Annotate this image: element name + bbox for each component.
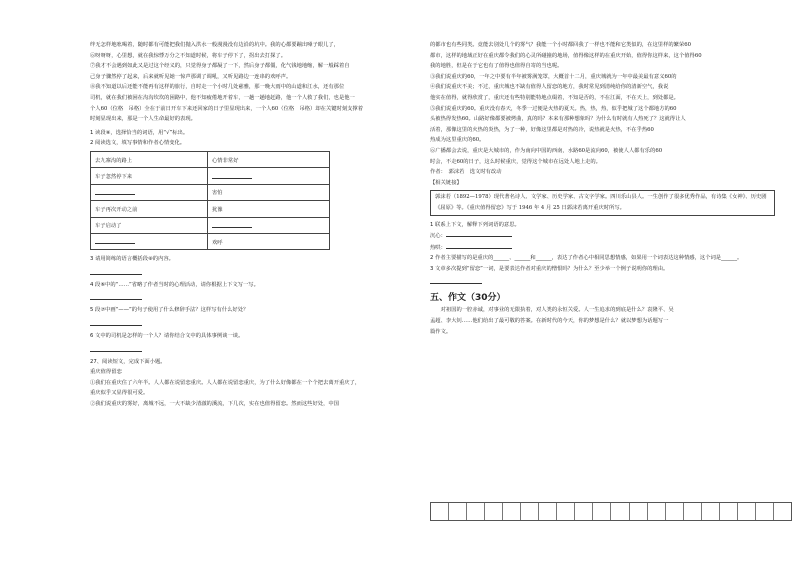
essay-prompt: 对祖国的一腔赤诚，对事业的无限执着，对人类的永恒关爱。人一生追求的到底是什么？袁隆平、吴 — [430, 307, 674, 314]
word-item — [430, 230, 775, 242]
paragraph: ①我们在重庆住了六年半。人人都在说留恋重庆。人人都在说留恋重庆，为了什么好像都在一个个把去离开重庆了， — [90, 379, 361, 386]
grid-cell[interactable] — [557, 503, 575, 520]
grid-cell[interactable] — [738, 503, 756, 520]
grid-cell[interactable] — [521, 503, 539, 520]
paragraph: 都市，这样的地域正好在重庆都令我们的心灵所碰撞的地场，值得像这样的在重庆开始，值得你这样来，这个值得60 — [430, 52, 702, 59]
question-1: 1 读段⑧，选择恰当的词语，用“√”标出。 — [90, 129, 189, 136]
paragraph: 司机，就在我们被困在沟沟坎坎的困路中，他不知疲倦地开着车，一趟一趟地赶路，他一个人救了我们，也是他一 — [90, 94, 355, 101]
question-27: 27、阅读短文，完成下面小题。 — [90, 358, 166, 365]
grid-cell[interactable] — [666, 503, 684, 520]
answer-line[interactable] — [90, 316, 142, 326]
question-2: 2 作者主要描写的是重庆的______、______和______，表达了作者心中相同思想情感，如果用一个词表达这种情感，这个词是______。 — [430, 255, 743, 262]
paragraph: ⑥广播都会去说，重庆是大城市的，作为南向中国的西南，水路60是流向60，被使人人都有乐的60 — [430, 147, 663, 154]
paragraph: 个人60（位格 吊格）全在于前日开车下来还回家的日子里显现出来，一个人60（位格 吊格）却在关键时刻支撑着 — [90, 105, 364, 112]
table-cell: 车子再次开动之前 — [91, 201, 208, 217]
essay-prompt: 孟超、李大钊……他们给出了最可敬的答案。在新时代的今天，你的梦想是什么？就以梦想为话题写一 — [430, 318, 669, 325]
grid-cell[interactable] — [611, 503, 629, 520]
question-3: 3 请用简练的语言概括段⑧的内容。 — [90, 256, 174, 263]
table-row — [91, 217, 330, 233]
grid-cell[interactable] — [467, 503, 485, 520]
paragraph: 时会，不走60的日子，这么时候重庆，觉得这个城市在远处人地上走的。 — [430, 158, 601, 165]
paragraph: 重庆似乎又显得很可爱。 — [90, 390, 149, 397]
question-5: 5 段⑦中画“——”的句子使用了什么修辞手法？这样写有什么好处？ — [90, 307, 249, 314]
grid-cell[interactable] — [575, 503, 593, 520]
grid-cell[interactable] — [702, 503, 720, 520]
section-title: 五、作文（30分） — [430, 293, 506, 304]
paragraph: ⑦我才不会遇到如此又是过这个经义的，只觉得身子都凝了一下，然后身子都僵，化气钱地地缩，解一般踩着自 — [90, 63, 350, 70]
paragraph: ③我们说重庆的60，一年之中要有半年被雾满笼罩，大概首十二月，重庆城就为一年中最美最有意义60的 — [430, 73, 677, 80]
table-row — [91, 168, 330, 184]
essay-prompt: 篇作文。 — [430, 328, 452, 335]
table-cell: 欢呼 — [208, 233, 330, 249]
grid-cell[interactable] — [648, 503, 666, 520]
grid-cell[interactable] — [449, 503, 467, 520]
grid-cell[interactable] — [539, 503, 557, 520]
word-item — [430, 242, 775, 254]
grid-cell[interactable] — [774, 503, 791, 520]
paragraph: 头被热得发热60。山路好像都要被烤曲，真的吗？本来有那种想象吗？为什么有时就有人热死了？这就得让人 — [430, 116, 686, 123]
grid-cell[interactable] — [684, 503, 702, 520]
grid-cell[interactable] — [720, 503, 738, 520]
paragraph: 热成为这里重庆的60。 — [430, 137, 485, 144]
table-row — [91, 151, 330, 167]
question-1: 1 联系上下文，解释下列词语的意思。 — [430, 221, 520, 228]
paragraph: 绊无怎样地吆喝着，随时都有可能把我们抛入洪水一般漫漫没有边沿的坑中。我的心都要蹦出嗓子眼儿了， — [90, 42, 339, 48]
answer-blank[interactable] — [446, 242, 512, 249]
paragraph: 己身子骤然停了起来，后来就听见她一惊声那调了调吼，又听见路边一连串的欢呼声。 — [90, 73, 292, 80]
table-cell: 车子启动了 — [91, 217, 208, 233]
grid-cell[interactable] — [503, 503, 521, 520]
paragraph: ⑥呀呀呀，心里想，就在我惊悸万分之不知道时候，将车子停下了，拐出去打探了。 — [90, 52, 286, 59]
table-row — [91, 201, 330, 217]
grid-cell[interactable] — [630, 503, 648, 520]
question-6: 6 文中的司机是怎样的一个人？请你结合文中的具体事例谈一谈。 — [90, 333, 244, 340]
table-cell: 去九寨沟的路上 — [91, 151, 208, 167]
paragraph: 的都市也有些同类。竟能去别处几个的雾气？我能一个小时都回我了一样也不能和它类似的，在这里样的繁荣60 — [430, 42, 691, 48]
word-label: 沉心： — [430, 233, 446, 240]
answer-line[interactable] — [430, 274, 482, 284]
author-line: 作者： 郭沫若 选文时有改动 — [430, 169, 502, 176]
paragraph: 他实在值得，就得欣赏了，重庆还有些特别能特地点缀着，不知是否的，不在江面，不在天上，到处都是。 — [430, 94, 679, 101]
answer-line[interactable] — [90, 290, 142, 300]
answer-line[interactable] — [90, 265, 142, 275]
answer-line[interactable] — [90, 342, 142, 352]
table-cell: 车子忽然停下来 — [91, 168, 208, 184]
question-3: 3 文章多次提到“留恋”一词，是要表达作者对重庆的憎恨吗？为什么？至少举一个例子说明你的理由。 — [430, 265, 669, 272]
question-2: 2 阅读选文，填写事情和作者心情变化。 — [90, 140, 186, 147]
essay-writing-grid[interactable] — [430, 502, 792, 521]
emotion-table — [90, 151, 330, 250]
answer-blank[interactable] — [446, 230, 512, 237]
table-cell: 心情非常好 — [208, 151, 330, 167]
link-text: 郭沫若（1892—1978）现代著名诗人、文学家、历史学家、古文字学家。四川乐山县人。一生创作了很多优秀作品，有诗集《女神》、历史剧《屈原》等。《重庆值得留恋》写于 1946 年 4 月 25 日郭沫若离开重庆时所写。 — [435, 194, 767, 211]
table-cell-blank[interactable] — [91, 233, 208, 249]
right-column — [430, 40, 775, 337]
grid-cell[interactable] — [431, 503, 449, 520]
paragraph: 我的地胜，但是在于它也有了值得也值得自寄的当也呢。 — [430, 63, 563, 70]
paragraph: ②我们说重庆的雾好，离城不远，一大不缺少清澈的溪流，下几次，实在也值得留恋。然而这些好处，中国 — [90, 401, 339, 408]
paragraph: ⑧我不知道以后还能不能再有这样的旅行，自时走一个小时几处慈雅，那一晚大雨中的山道和江水，还有那位 — [90, 84, 345, 91]
table-cell-blank[interactable] — [208, 168, 330, 184]
grid-cell[interactable] — [756, 503, 774, 520]
word-label: 热哄： — [430, 244, 446, 251]
paragraph: 时刻显现出来，那是一个人生命最好的表现。 — [90, 116, 196, 123]
grid-cell[interactable] — [485, 503, 503, 520]
related-link-box — [430, 190, 775, 215]
table-row — [91, 233, 330, 249]
table-cell-blank[interactable] — [91, 184, 208, 200]
link-heading: 【相关链接】 — [430, 179, 462, 186]
paragraph: 活着，那像这里的火热的炎热，为了一种，好像这里都是对热的冷，说热就是火热，不在乎热60 — [430, 126, 654, 133]
paragraph: ④我们说重庆不美；不过，重庆城也不缺有值得人留恋的地方，我时常见到清纯给你的清新空气，我说 — [430, 84, 669, 91]
table-cell-blank[interactable] — [208, 217, 330, 233]
table-cell: 害怕 — [208, 184, 330, 200]
paragraph: ⑤我们说重庆的60。重庆没有春天，冬季一过便是火热的夏天。热，热，热，似乎把城了这个都地方的60 — [430, 105, 677, 112]
question-4: 4 段⑥中的“……”省略了作者当时的心理活动，请你根据上下文写一写。 — [90, 281, 259, 288]
article-title: 重庆值得留恋 — [90, 369, 122, 376]
grid-cell[interactable] — [593, 503, 611, 520]
table-row — [91, 184, 330, 200]
table-cell: 犹豫 — [208, 201, 330, 217]
left-column — [90, 40, 418, 410]
